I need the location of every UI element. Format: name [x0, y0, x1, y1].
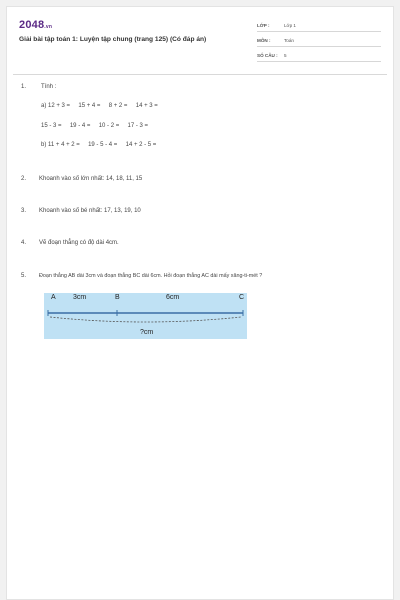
- meta-lop-value: Lớp 1: [284, 23, 296, 28]
- logo-text: 2048: [19, 19, 45, 31]
- q3-text: Khoanh vào số bé nhất: 17, 13, 19, 10: [39, 208, 141, 214]
- q4-number: 4.: [21, 240, 27, 246]
- q1-number: 1.: [21, 84, 27, 90]
- ac-length-label: ?cm: [140, 329, 154, 336]
- q5-text: Đoạn thẳng AB dài 3cm và đoạn thẳng BC dài 6cm. Hỏi đoạn thẳng AC dài mấy xăng-ti-mét ?: [39, 273, 263, 279]
- meta-lop: [257, 21, 381, 32]
- meta-mon: [257, 36, 381, 47]
- ac-brace-curve: [50, 317, 241, 322]
- ab-length-label: 3cm: [73, 294, 87, 301]
- worksheet: [6, 6, 394, 600]
- page-title: Giải bài tập toán 1: Luyện tập chung (trang 125) (Có đáp án): [19, 36, 207, 43]
- meta-mon-value: Toán: [284, 38, 294, 43]
- q1-part-b: b) 11 + 4 + 2 = 19 - 5 - 4 = 14 + 2 - 5 =: [41, 142, 157, 148]
- q4-text: Vẽ đoạn thẳng có độ dài 4cm.: [39, 240, 119, 246]
- logo-suffix: .vn: [44, 24, 53, 30]
- q1-text: Tính :: [41, 84, 57, 90]
- site-logo[interactable]: [19, 19, 52, 31]
- q1-part-a-row1: a) 12 + 3 = 15 + 4 = 8 + 2 = 14 + 3 =: [41, 103, 158, 109]
- bc-length-label: 6cm: [166, 294, 180, 301]
- meta-socau-value: 5: [284, 53, 287, 58]
- q2-number: 2.: [21, 176, 27, 182]
- point-b-label: B: [115, 294, 120, 301]
- q2-text: Khoanh vào số lớn nhất: 14, 18, 11, 15: [39, 176, 143, 182]
- meta-lop-label: LỚP :: [257, 23, 270, 28]
- header-divider: [13, 74, 387, 75]
- q1-part-a-row2: 15 - 3 = 19 - 4 = 10 - 2 = 17 - 3 =: [41, 123, 149, 129]
- q5-number: 5.: [21, 273, 27, 279]
- point-c-label: C: [239, 294, 245, 301]
- meta-socau: [257, 51, 381, 62]
- point-a-label: A: [51, 294, 56, 301]
- q3-number: 3.: [21, 208, 27, 214]
- segment-figure: [44, 293, 247, 339]
- meta-mon-label: MÔN :: [257, 38, 271, 43]
- meta-socau-label: SỐ CÂU :: [257, 53, 278, 58]
